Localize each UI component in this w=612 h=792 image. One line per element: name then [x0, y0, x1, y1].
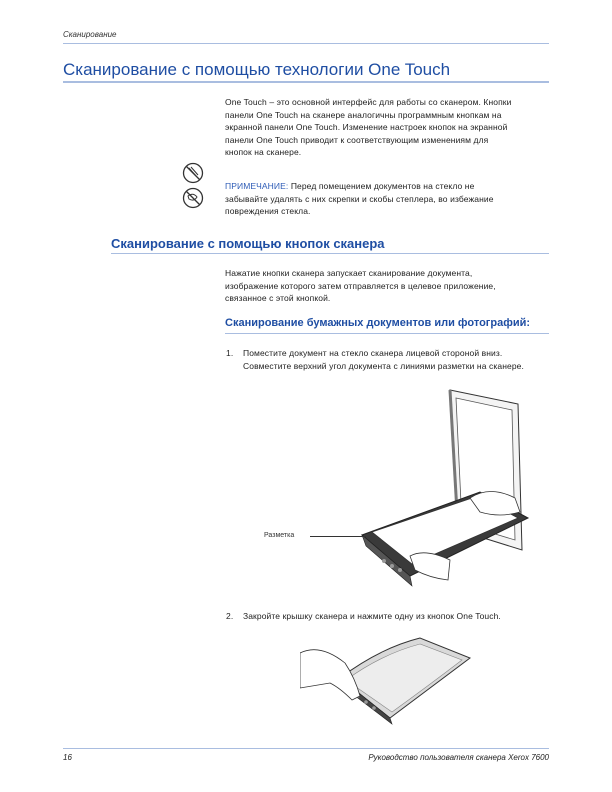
intro-paragraph: One Touch – это основной интерфейс для работы со сканером. Кнопки панели One Touch на сканере аналогичны программным кнопкам на экранной панели One Touch. Изменение настроек кнопок на экранной панели One Touch приводит к соответствующим изменениям для кнопок на сканере.	[225, 97, 512, 157]
page-number: 16	[63, 753, 72, 762]
step-1-number: 1.	[226, 348, 234, 358]
no-clip-icon	[182, 162, 204, 184]
running-header: Сканирование	[63, 30, 117, 39]
step-2-number: 2.	[226, 611, 234, 621]
no-staple-icon	[182, 187, 204, 209]
footer-doc-title: Руководство пользователя сканера Xerox 7600	[368, 753, 549, 762]
note-block: ПРИМЕЧАНИЕ: Перед помещением документов на стекло не забывайте удалять с них скрепки и скобы степлера, во избежание повреждения стекла.	[225, 181, 494, 216]
callout-line	[310, 536, 366, 537]
header-rule	[63, 43, 549, 44]
step-2-text: Закройте крышку сканера и нажмите одну из кнопок One Touch.	[243, 611, 501, 621]
step-1-text: Поместите документ на стекло сканера лицевой стороной вниз. Совместите верхний угол документа с линиями разметки на сканере.	[243, 348, 524, 371]
procedure-rule	[225, 333, 549, 334]
note-label: ПРИМЕЧАНИЕ:	[225, 181, 289, 191]
markings-callout-label: Разметка	[264, 532, 295, 539]
scanner-closed-illustration	[300, 628, 475, 733]
footer-rule	[63, 748, 549, 749]
subtitle-rule	[111, 253, 549, 254]
procedure-title: Сканирование бумажных документов или фотографий:	[225, 317, 531, 329]
section-subtitle: Сканирование с помощью кнопок сканера	[111, 236, 385, 251]
page-title: Сканирование с помощью технологии One Touch	[63, 60, 451, 79]
title-rule	[63, 81, 549, 83]
sub-intro-paragraph: Нажатие кнопки сканера запускает сканирование документа, изображение которого затем отправляется в целевое приложение, связанное с этой кнопкой.	[225, 268, 496, 303]
scanner-open-illustration	[340, 380, 555, 600]
